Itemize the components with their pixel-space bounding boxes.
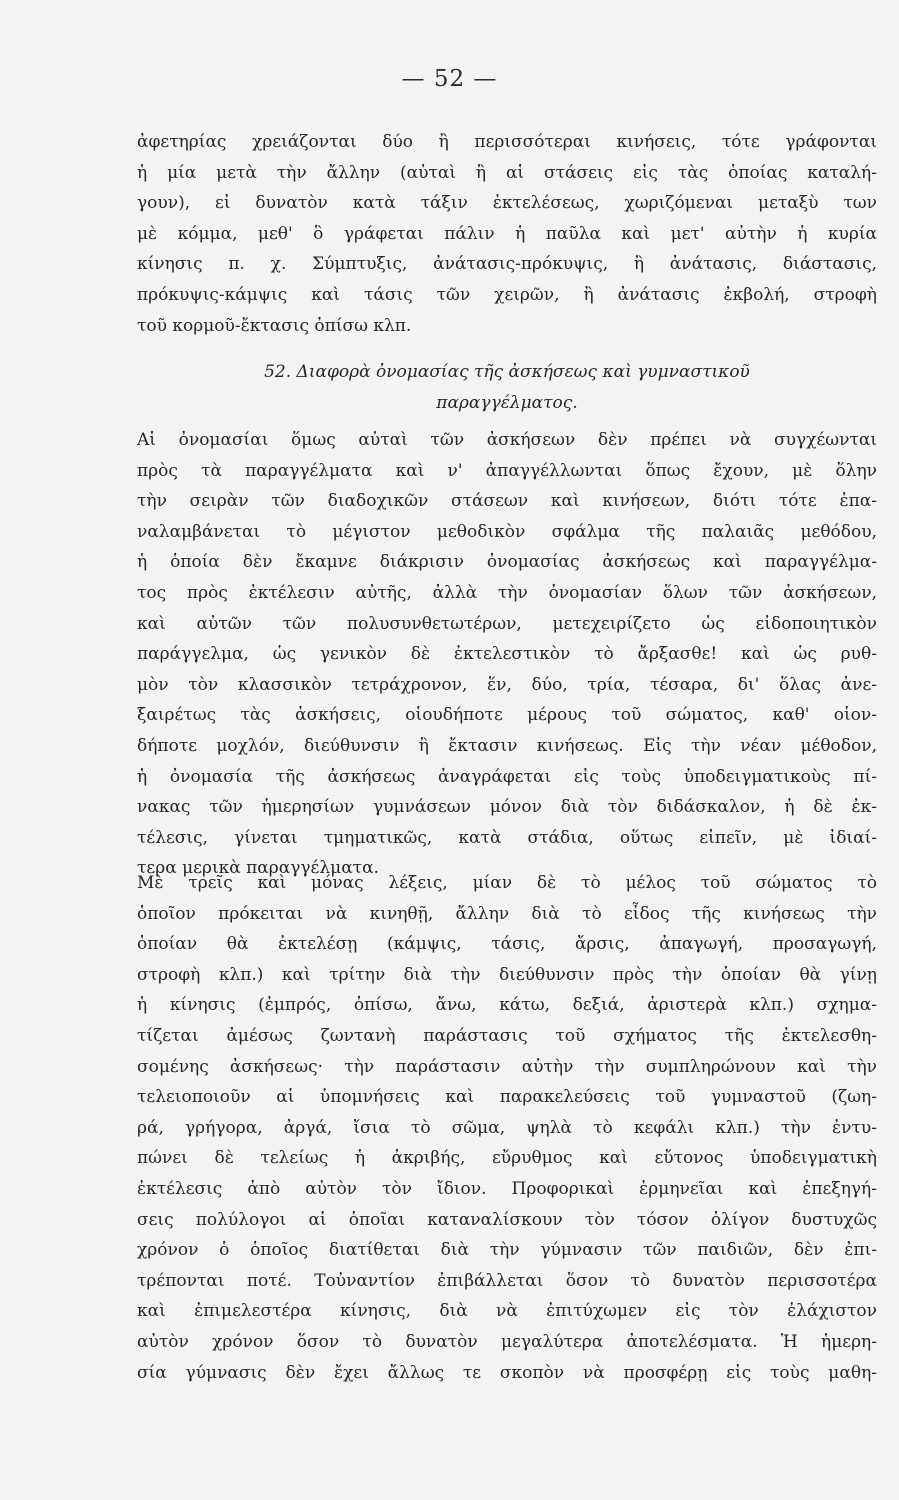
text-line: πρόκυψις-κάμψις καὶ τάσις τῶν χειρῶν, ἢ ἀνάτασις ἐκβολή, στροφὴ (137, 284, 877, 305)
text-line: τελειοποιοῦν αἱ ὑπομνήσεις καὶ παρακελεύσεις τοῦ γυμναστοῦ (ζωη- (137, 1087, 877, 1108)
text-line: γουν), εἰ δυνατὸν κατὰ τάξιν ἐκτελέσεως, χωριζόμεναι μεταξὺ των (137, 193, 877, 214)
text-line: παράγγελμα, ὡς γενικὸν δὲ ἐκτελεστικὸν τὸ ἄρξασθε! καὶ ὡς ρυθ- (137, 644, 877, 665)
text-line: ξαιρέτως τὰς ἀσκήσεις, οἱουδήποτε μέρους τοῦ σώματος, καθ' οἱον- (137, 705, 877, 726)
text-line: ρά, γρήγορα, ἀργά, ἴσια τὸ σῶμα, ψηλὰ τὸ κεφάλι κλπ.) τὴν ἐντυ- (137, 1117, 877, 1138)
text-line: πώνει δὲ τελείως ἡ ἀκριβής, εὔρυθμος καὶ εὔτονος ὑποδειγματικὴ (137, 1148, 877, 1169)
text-line: ἀφετηρίας χρειάζονται δύο ἢ περισσότεραι κινήσεις, τότε γράφονται (137, 132, 877, 152)
text-line: νακας τῶν ἡμερησίων γυμνάσεων μόνον διὰ τὸν διδάσκαλον, ἡ δὲ ἐκ- (137, 797, 877, 818)
paragraph (137, 868, 877, 1388)
text-line: τὴν σειρὰν τῶν διαδοχικῶν στάσεων καὶ κινήσεων, διότι τότε ἐπα- (137, 491, 877, 512)
text-line: σεις πολύλογοι αἱ ὁποῖαι καταναλίσκουν τὸν τόσον ὀλίγον δυστυχῶς (137, 1209, 877, 1230)
text-line: ἡ μία μετὰ τὴν ἄλλην (αὐταὶ ἢ αἱ στάσεις εἰς τὰς ὁποίας καταλή- (137, 162, 877, 183)
section-heading-line: 52. Διαφορὰ ὀνομασίας τῆς ἀσκήσεως καὶ γυμναστικοῦ (264, 362, 750, 382)
text-line: δήποτε μοχλόν, διεύθυνσιν ἢ ἔκτασιν κινήσεως. Εἰς τὴν νέαν μέθοδον, (137, 735, 877, 756)
text-line: ὁποῖον πρόκειται νὰ κινηθῇ, ἄλλην διὰ τὸ εἶδος τῆς κινήσεως τὴν (137, 903, 877, 924)
text-line: τίζεται ἀμέσως ζωντανὴ παράστασις τοῦ σχήματος τῆς ἐκτελεσθη- (137, 1025, 877, 1046)
text-line: σομένης ἀσκήσεως· τὴν παράστασιν αὐτὴν τὴν συμπληρώνουν καὶ τὴν (137, 1056, 877, 1077)
text-line: στροφὴ κλπ.) καὶ τρίτην διὰ τὴν διεύθυνσιν πρὸς τὴν ὁποίαν θὰ γίνῃ (137, 964, 877, 985)
text-line: τερα μερικὰ παραγγέλματα. (137, 858, 379, 879)
text-line: χρόνον ὁ ὁποῖος διατίθεται διὰ τὴν γύμνασιν τῶν παιδιῶν, δὲν ἐπι- (137, 1240, 877, 1261)
text-line: ναλαμβάνεται τὸ μέγιστον μεθοδικὸν σφάλμα τῆς παλαιᾶς μεθόδου, (137, 521, 877, 542)
text-line: τέλεσις, γίνεται τμηματικῶς, κατὰ στάδια, οὕτως εἰπεῖν, μὲ ἰδιαί- (137, 827, 877, 848)
text-line: τοῦ κορμοῦ-ἔκτασις ὀπίσω κλπ. (137, 315, 412, 336)
page-number: — 52 — (401, 66, 498, 92)
text-line: κίνησις π. χ. Σύμπτυξις, ἀνάτασις-πρόκυψις, ἢ ἀνάτασις, διάστασις, (137, 254, 877, 275)
text-line: αὐτὸν χρόνον ὅσον τὸ δυνατὸν μεγαλύτερα ἀποτελέσματα. Ἡ ἡμερη- (137, 1331, 877, 1352)
paragraph-continuation (137, 127, 877, 341)
text-line: καὶ αὐτῶν τῶν πολυσυνθετωτέρων, μετεχειρίζετο ὡς εἰδοποιητικὸν (137, 613, 877, 634)
text-line: ὁποίαν θὰ ἐκτελέσῃ (κάμψις, τάσις, ἄρσις, ἀπαγωγή, προσαγωγή, (137, 934, 877, 955)
text-line: μὲ κόμμα, μεθ' ὃ γράφεται πάλιν ἡ παῦλα καὶ μετ' αὐτὴν ἡ κυρία (137, 223, 877, 244)
text-line: ἡ ὀνομασία τῆς ἀσκήσεως ἀναγράφεται εἰς τοὺς ὑποδειγματικοὺς πί- (137, 766, 877, 787)
text-line: σία γύμνασις δὲν ἔχει ἄλλως τε σκοπὸν νὰ προσφέρῃ εἰς τοὺς μαθη- (137, 1362, 877, 1383)
text-line: ἡ κίνησις (ἐμπρός, ὀπίσω, ἄνω, κάτω, δεξιά, ἀριστερὰ κλπ.) σχημα- (137, 995, 877, 1016)
text-line: μὸν τὸν κλασσικὸν τετράχρονον, ἕν, δύο, τρία, τέσαρα, δι' ὅλας ἀνε- (137, 674, 877, 695)
text-line: ἐκτέλεσις ἀπὸ αὐτὸν τὸν ἴδιον. Προφορικαὶ ἑρμηνεῖαι καὶ ἐπεξηγή- (137, 1178, 877, 1199)
text-line: ἡ ὁποία δὲν ἔκαμνε διάκρισιν ὀνομασίας ἀσκήσεως καὶ παραγγέλμα- (137, 552, 877, 573)
section-heading-line: παραγγέλματος. (436, 392, 578, 413)
section-heading (137, 357, 877, 418)
text-line: τος πρὸς ἐκτέλεσιν αὐτῆς, ἀλλὰ τὴν ὀνομασίαν ὅλων τῶν ἀσκήσεων, (137, 582, 877, 603)
text-line: τρέπονται ποτέ. Τοὐναντίον ἐπιβάλλεται ὅσον τὸ δυνατὸν περισσοτέρα (137, 1270, 877, 1291)
text-line: Μὲ τρεῖς καὶ μόνας λέξεις, μίαν δὲ τὸ μέλος τοῦ σώματος τὸ (137, 873, 877, 893)
text-line: Αἱ ὀνομασίαι ὅμως αὐταὶ τῶν ἀσκήσεων δὲν πρέπει νὰ συγχέωνται (137, 430, 877, 450)
paragraph (137, 425, 877, 884)
text-line: καὶ ἐπιμελεστέρα κίνησις, διὰ νὰ ἐπιτύχωμεν εἰς τὸν ἐλάχιστον (137, 1301, 877, 1322)
text-line: πρὸς τὰ παραγγέλματα καὶ ν' ἀπαγγέλλωνται ὅπως ἔχουν, μὲ ὅλην (137, 460, 877, 481)
